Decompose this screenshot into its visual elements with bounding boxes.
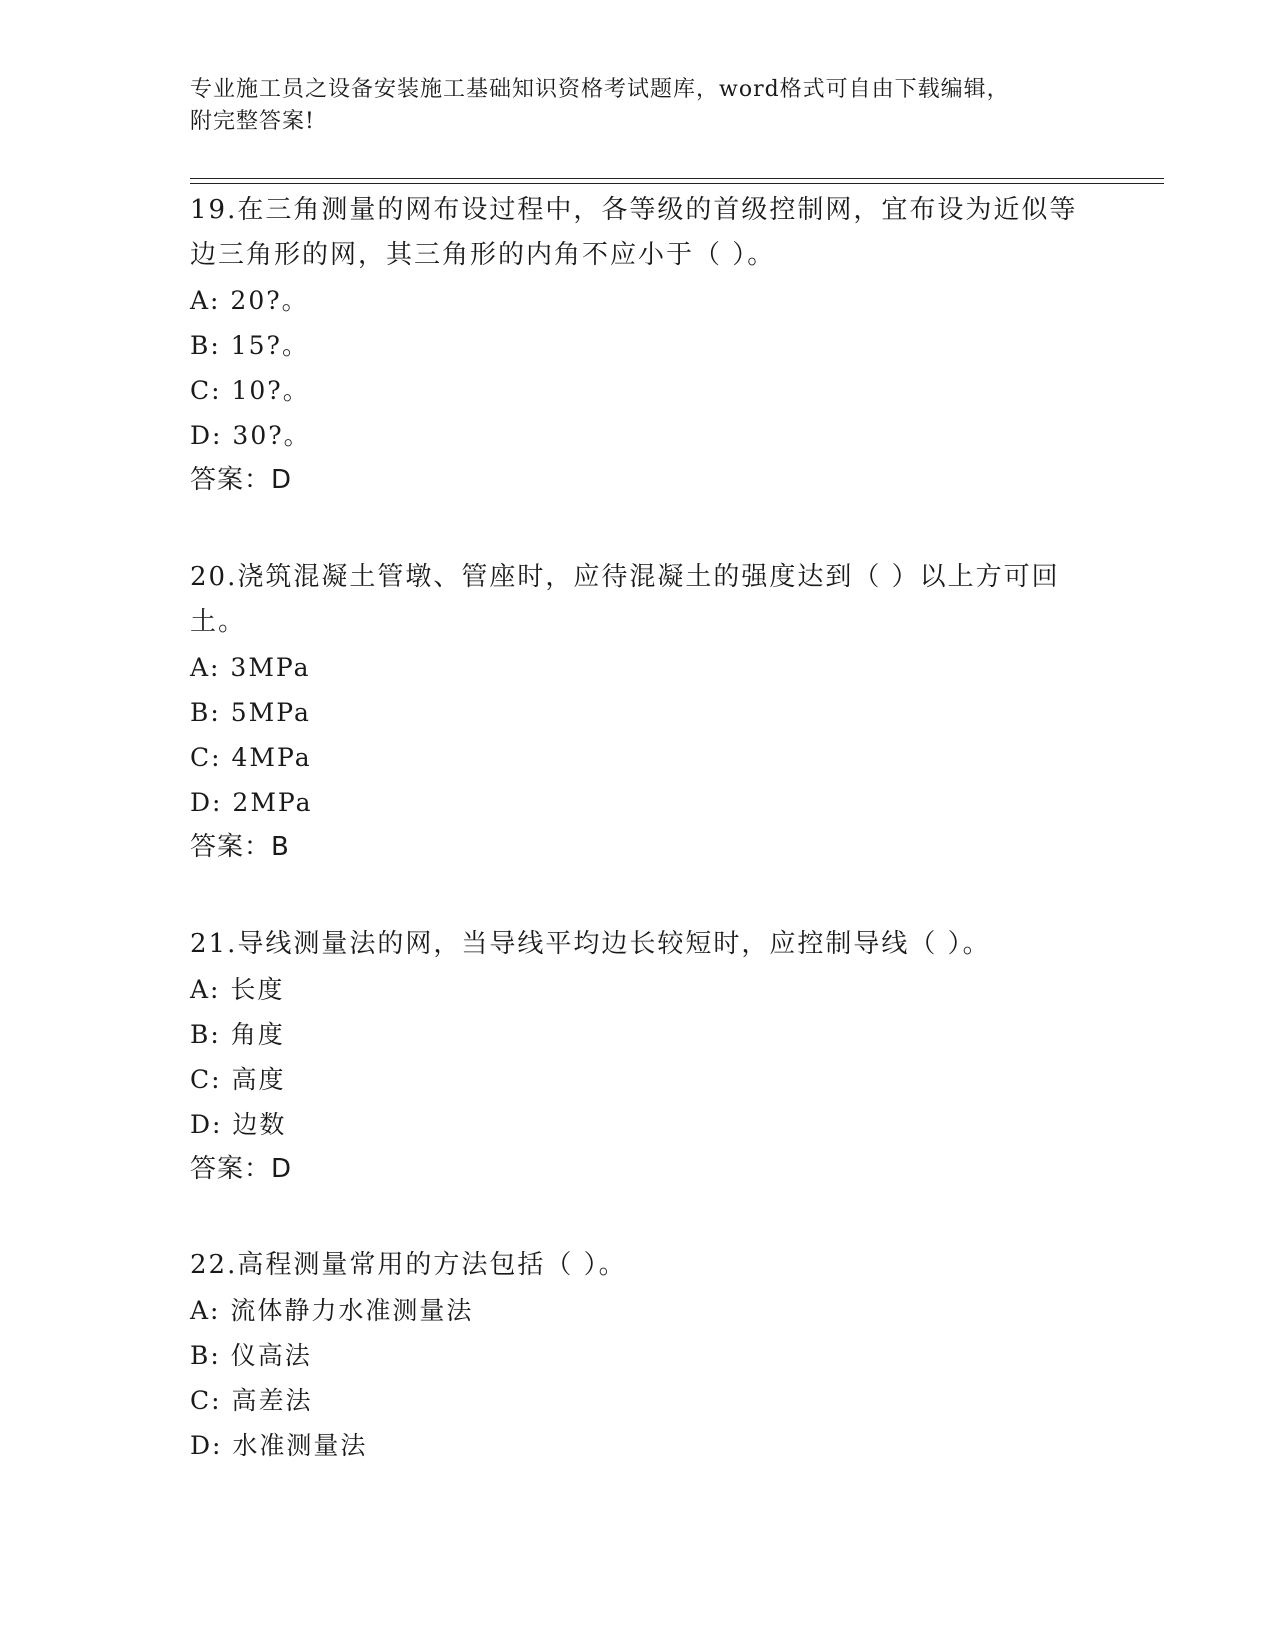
answer-line: 答案：D [190, 465, 293, 495]
option-d: D: 边数 [190, 1110, 287, 1139]
question-20 [190, 555, 1090, 870]
question-19 [190, 188, 1090, 503]
option-d: D: 30?。 [190, 421, 311, 450]
document-header [190, 74, 1090, 138]
option-d: D: 水准测量法 [190, 1431, 368, 1460]
question-stem: 19.在三角测量的网布设过程中，各等级的首级控制网，宜布设为近似等边三角形的网，其三角形的内角不应小于（ ）。 [190, 195, 1078, 270]
header-divider-bottom [190, 183, 1164, 184]
question-stem: 20.浇筑混凝土管墩、管座时，应待混凝土的强度达到（ ）以上方可回土。 [190, 562, 1060, 637]
option-a: A: 20?。 [190, 286, 309, 315]
header-divider-top [190, 178, 1164, 179]
option-c: C: 4MPa [190, 743, 312, 772]
header-line-2: 附完整答案! [190, 109, 315, 134]
option-b: B: 15?。 [190, 331, 309, 360]
option-a: A: 流体静力水准测量法 [190, 1296, 474, 1325]
option-a: A: 长度 [190, 975, 285, 1004]
option-c: C: 10?。 [190, 376, 310, 405]
option-c: C: 高度 [190, 1065, 286, 1094]
option-a: A: 3MPa [190, 653, 311, 682]
header-line-1: 专业施工员之设备安装施工基础知识资格考试题库，word格式可自由下载编辑， [190, 77, 1010, 102]
answer-line: 答案：D [190, 1154, 293, 1184]
question-22 [190, 1243, 1090, 1468]
question-stem: 21.导线测量法的网，当导线平均边长较短时，应控制导线（ ）。 [190, 929, 991, 959]
option-b: B: 仪高法 [190, 1341, 312, 1370]
question-21 [190, 922, 1090, 1192]
question-stem: 22.高程测量常用的方法包括（ ）。 [190, 1250, 627, 1280]
option-c: C: 高差法 [190, 1386, 313, 1415]
option-b: B: 角度 [190, 1020, 285, 1049]
option-b: B: 5MPa [190, 698, 311, 727]
answer-line: 答案：B [190, 832, 290, 862]
option-d: D: 2MPa [190, 788, 313, 817]
